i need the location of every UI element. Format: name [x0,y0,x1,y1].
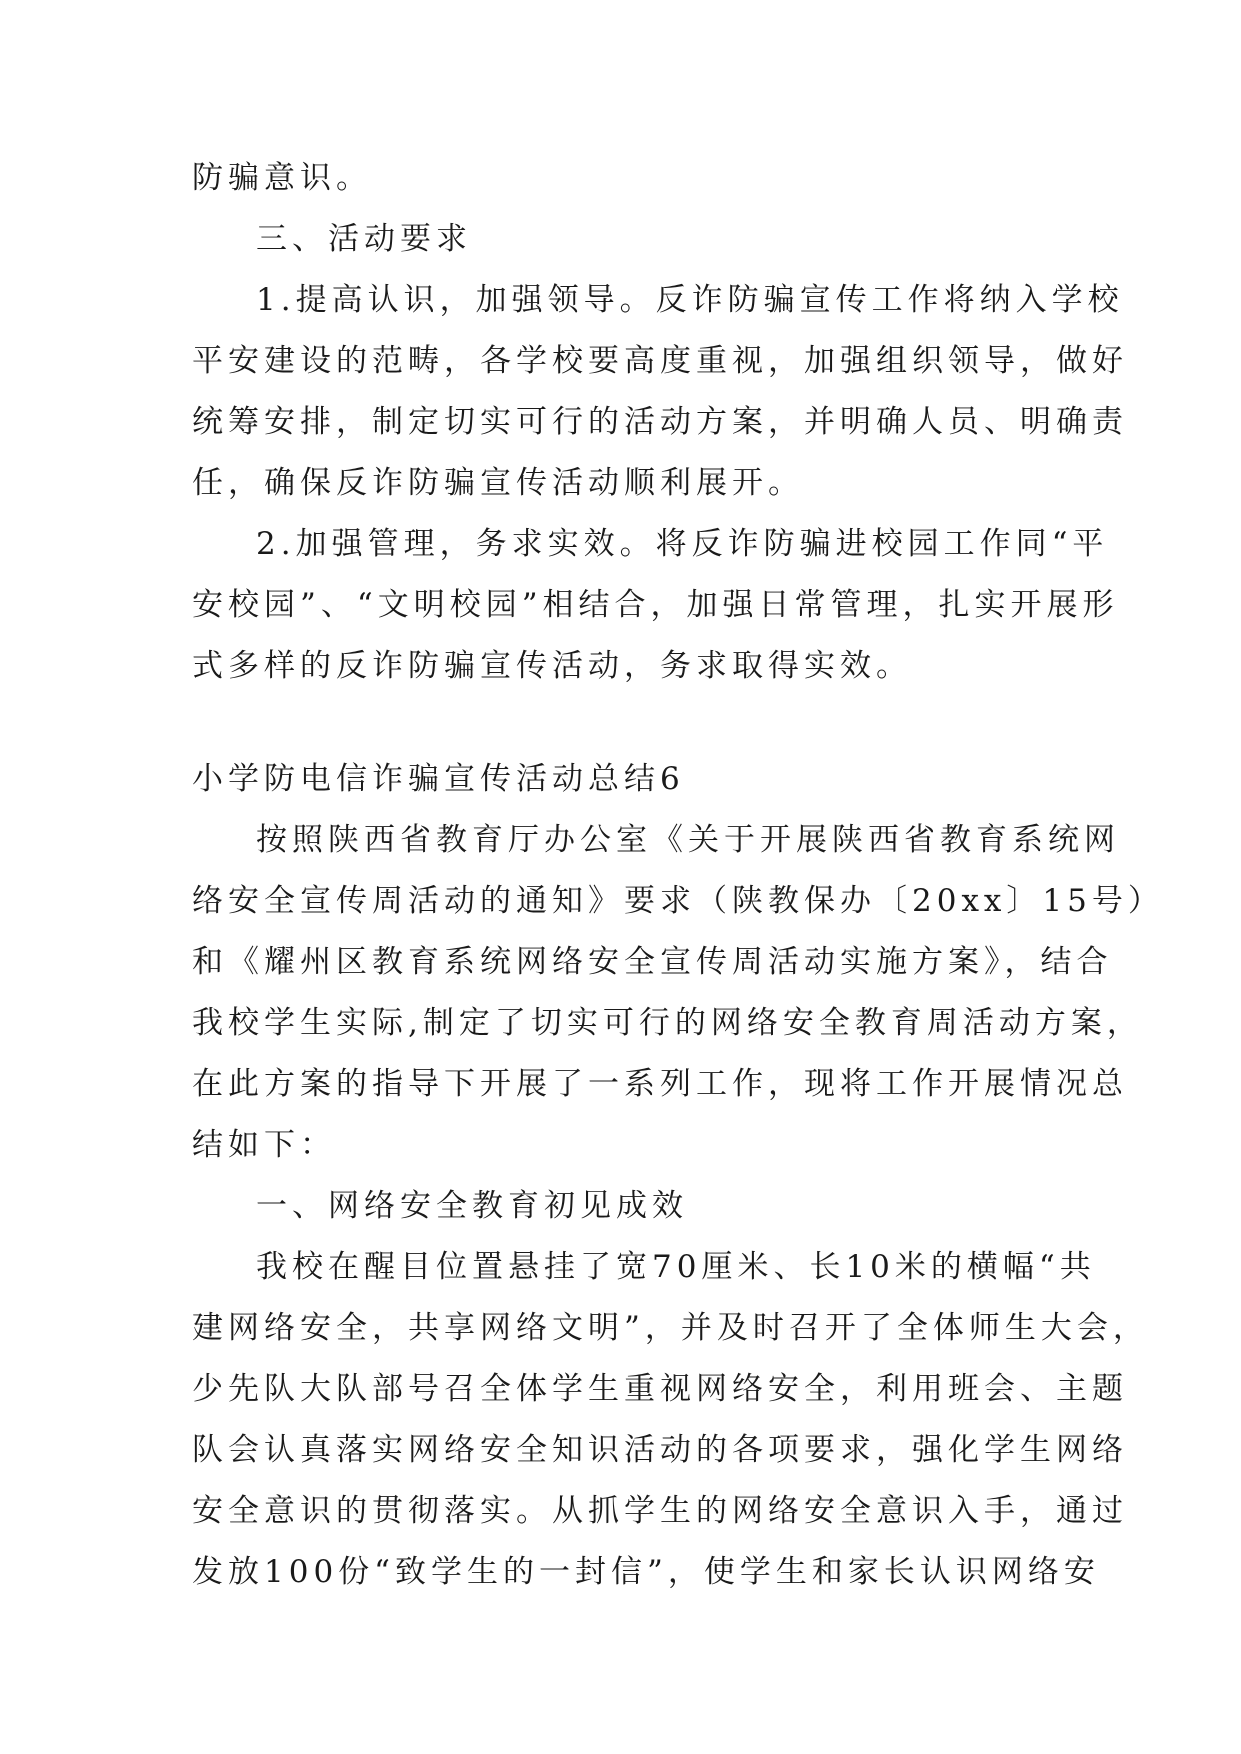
section-gap [192,697,1052,749]
text-line: 我校学生实际,制定了切实可行的网络安全教育周活动方案， [192,1005,1143,1041]
text-line: 队会认真落实网络安全知识活动的各项要求，强化学生网络 [192,1432,1128,1468]
section-heading: 一、网络安全教育初见成效 [256,1188,688,1224]
text-line: 按照陕西省教育厅办公室《关于开展陕西省教育系统网 [256,822,1120,858]
text-line: 平安建设的范畴，各学校要高度重视，加强组织领导，做好 [192,343,1128,379]
text-line: 我校在醒目位置悬挂了宽70厘米、长10米的横幅“共 [256,1249,1096,1285]
text-line: 安校园”、“文明校园”相结合，加强日常管理，扎实开展形 [192,587,1119,623]
section-heading: 三、活动要求 [256,221,472,257]
document-page [192,148,1164,1603]
text-line: 式多样的反诈防骗宣传活动，务求取得实效。 [192,648,912,684]
text-line: 结如下： [192,1127,336,1163]
text-line: 防骗意识。 [192,160,372,196]
text-line: 2.加强管理，务求实效。将反诈防骗进校园工作同“平 [256,526,1109,562]
text-line: 安全意识的贯彻落实。从抓学生的网络安全意识入手，通过 [192,1493,1128,1529]
text-line: 发放100份“致学生的一封信”，使学生和家长认识网络安 [192,1554,1100,1590]
text-line: 少先队大队部号召全体学生重视网络安全，利用班会、主题 [192,1371,1128,1407]
text-line: 任，确保反诈防骗宣传活动顺利展开。 [192,465,804,501]
text-line: 和《耀州区教育系统网络安全宣传周活动实施方案》，结合 [192,944,1113,980]
text-line: 建网络安全，共享网络文明”，并及时召开了全体师生大会， [192,1310,1149,1346]
text-line: 统筹安排，制定切实可行的活动方案，并明确人员、明确责 [192,404,1128,440]
text-line: 络安全宣传周活动的通知》要求（陕教保办〔20xx〕15号） [192,883,1164,919]
text-line: 在此方案的指导下开展了一系列工作，现将工作开展情况总 [192,1066,1128,1102]
text-line: 1.提高认识，加强领导。反诈防骗宣传工作将纳入学校 [256,282,1124,318]
document-title: 小学防电信诈骗宣传活动总结6 [192,761,685,797]
